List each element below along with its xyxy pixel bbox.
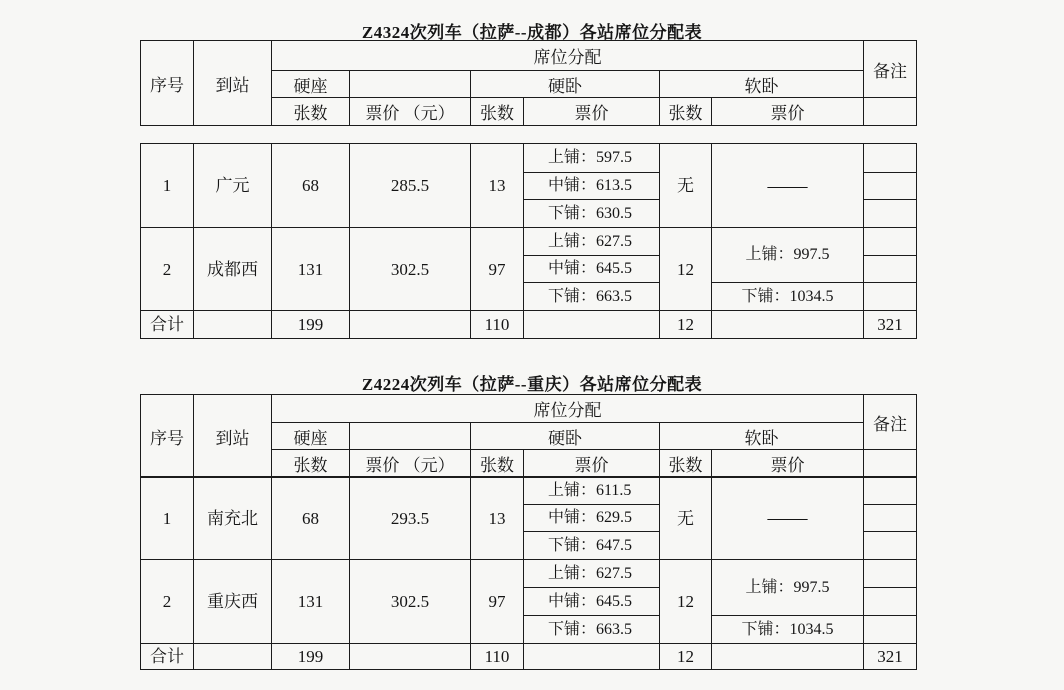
total-hard-seat: 199 [272,311,350,339]
header-allocation: 席位分配 [272,41,864,71]
table-row [141,477,917,505]
cell-seq: 2 [141,560,194,644]
cell-remark [864,200,917,228]
header-price: 票价 （元） [350,98,471,126]
header-price: 票价 [712,98,864,126]
header-seq: 序号 [141,395,194,478]
total-remark: 321 [864,644,917,670]
cell-soft-sleeper-price: 下铺：1034.5 [712,616,864,644]
cell-seq: 2 [141,228,194,311]
cell-soft-sleeper-count: 12 [660,228,712,311]
cell-remark [864,256,917,283]
cell-remark [864,173,917,200]
table-title: Z4324次列车（拉萨--成都）各站席位分配表 [361,23,703,42]
cell-soft-sleeper-price: 下铺：1034.5 [712,283,864,311]
header-hard-seat: 硬座 [272,71,350,98]
total-hard-seat: 199 [272,644,350,670]
header-soft-sleeper: 软卧 [660,423,864,450]
table-body [140,476,917,670]
header-price: 票价 [524,450,660,478]
table-title: Z4224次列车（拉萨--重庆）各站席位分配表 [361,375,703,394]
header-price: 票价 [524,98,660,126]
cell-soft-sleeper-count: 12 [660,560,712,644]
total-row [141,311,917,339]
cell-soft-sleeper-count: 无 [660,477,712,560]
total-blank [524,311,660,339]
cell-hard-sleeper-count: 97 [471,228,524,311]
cell-seq: 1 [141,477,194,560]
total-label: 合计 [141,644,194,670]
header-seq: 序号 [141,41,194,126]
total-blank [350,644,471,670]
header-hard-sleeper: 硬卧 [471,423,660,450]
header-blank [864,450,917,478]
cell-station: 成都西 [194,228,272,311]
header-blank [350,423,471,450]
header-price: 票价 [712,450,864,478]
cell-soft-sleeper-count: 无 [660,144,712,228]
total-label: 合计 [141,311,194,339]
cell-remark [864,228,917,256]
header-count: 张数 [471,98,524,126]
cell-hard-sleeper-price: 上铺：627.5 [524,560,660,588]
header-soft-sleeper: 软卧 [660,71,864,98]
cell-hard-seat-price: 293.5 [350,477,471,560]
cell-remark [864,560,917,588]
header-hard-seat: 硬座 [272,423,350,450]
cell-remark [864,505,917,532]
total-soft-sleeper: 12 [660,311,712,339]
cell-hard-seat-count: 68 [272,477,350,560]
cell-hard-sleeper-price: 上铺：611.5 [524,477,660,505]
header-count: 张数 [660,450,712,478]
header-blank [350,71,471,98]
cell-remark [864,477,917,505]
cell-hard-sleeper-price: 下铺：630.5 [524,200,660,228]
cell-hard-sleeper-price: 上铺：597.5 [524,144,660,173]
total-blank [712,644,864,670]
cell-soft-sleeper-price: —— [712,144,864,228]
header-count: 张数 [471,450,524,478]
total-hard-sleeper: 110 [471,644,524,670]
header-station: 到站 [194,395,272,478]
header-count: 张数 [660,98,712,126]
cell-remark [864,283,917,311]
table-row [141,560,917,588]
cell-hard-sleeper-price: 中铺：629.5 [524,505,660,532]
header-remark: 备注 [864,41,917,98]
cell-hard-seat-count: 131 [272,228,350,311]
cell-hard-sleeper-price: 上铺：627.5 [524,228,660,256]
header-count: 张数 [272,98,350,126]
header-station: 到站 [194,41,272,126]
cell-station: 广元 [194,144,272,228]
total-row [141,644,917,670]
cell-soft-sleeper-price: 上铺：997.5 [712,228,864,283]
cell-hard-seat-price: 285.5 [350,144,471,228]
total-remark: 321 [864,311,917,339]
total-blank [712,311,864,339]
cell-hard-sleeper-price: 中铺：645.5 [524,256,660,283]
cell-station: 南充北 [194,477,272,560]
table-header [140,394,917,478]
cell-hard-sleeper-price: 下铺：663.5 [524,616,660,644]
header-remark: 备注 [864,395,917,450]
table-header [140,40,917,126]
cell-hard-sleeper-price: 下铺：647.5 [524,532,660,560]
total-blank [524,644,660,670]
cell-hard-seat-price: 302.5 [350,228,471,311]
header-count: 张数 [272,450,350,478]
header-price: 票价 （元） [350,450,471,478]
header-hard-sleeper: 硬卧 [471,71,660,98]
total-soft-sleeper: 12 [660,644,712,670]
total-hard-sleeper: 110 [471,311,524,339]
cell-soft-sleeper-price: 上铺：997.5 [712,560,864,616]
cell-remark [864,144,917,173]
total-blank [194,644,272,670]
total-blank [350,311,471,339]
table-row [141,228,917,256]
cell-hard-sleeper-price: 中铺：613.5 [524,173,660,200]
cell-hard-sleeper-count: 13 [471,477,524,560]
cell-remark [864,588,917,616]
cell-hard-sleeper-count: 97 [471,560,524,644]
table-body [140,143,917,339]
cell-hard-sleeper-price: 下铺：663.5 [524,283,660,311]
cell-hard-seat-count: 131 [272,560,350,644]
total-blank [194,311,272,339]
cell-hard-sleeper-price: 中铺：645.5 [524,588,660,616]
header-blank [864,98,917,126]
cell-remark [864,532,917,560]
header-allocation: 席位分配 [272,395,864,423]
cell-hard-seat-count: 68 [272,144,350,228]
cell-remark [864,616,917,644]
cell-soft-sleeper-price: —— [712,477,864,560]
cell-seq: 1 [141,144,194,228]
table-row [141,144,917,173]
cell-hard-seat-price: 302.5 [350,560,471,644]
cell-station: 重庆西 [194,560,272,644]
cell-hard-sleeper-count: 13 [471,144,524,228]
